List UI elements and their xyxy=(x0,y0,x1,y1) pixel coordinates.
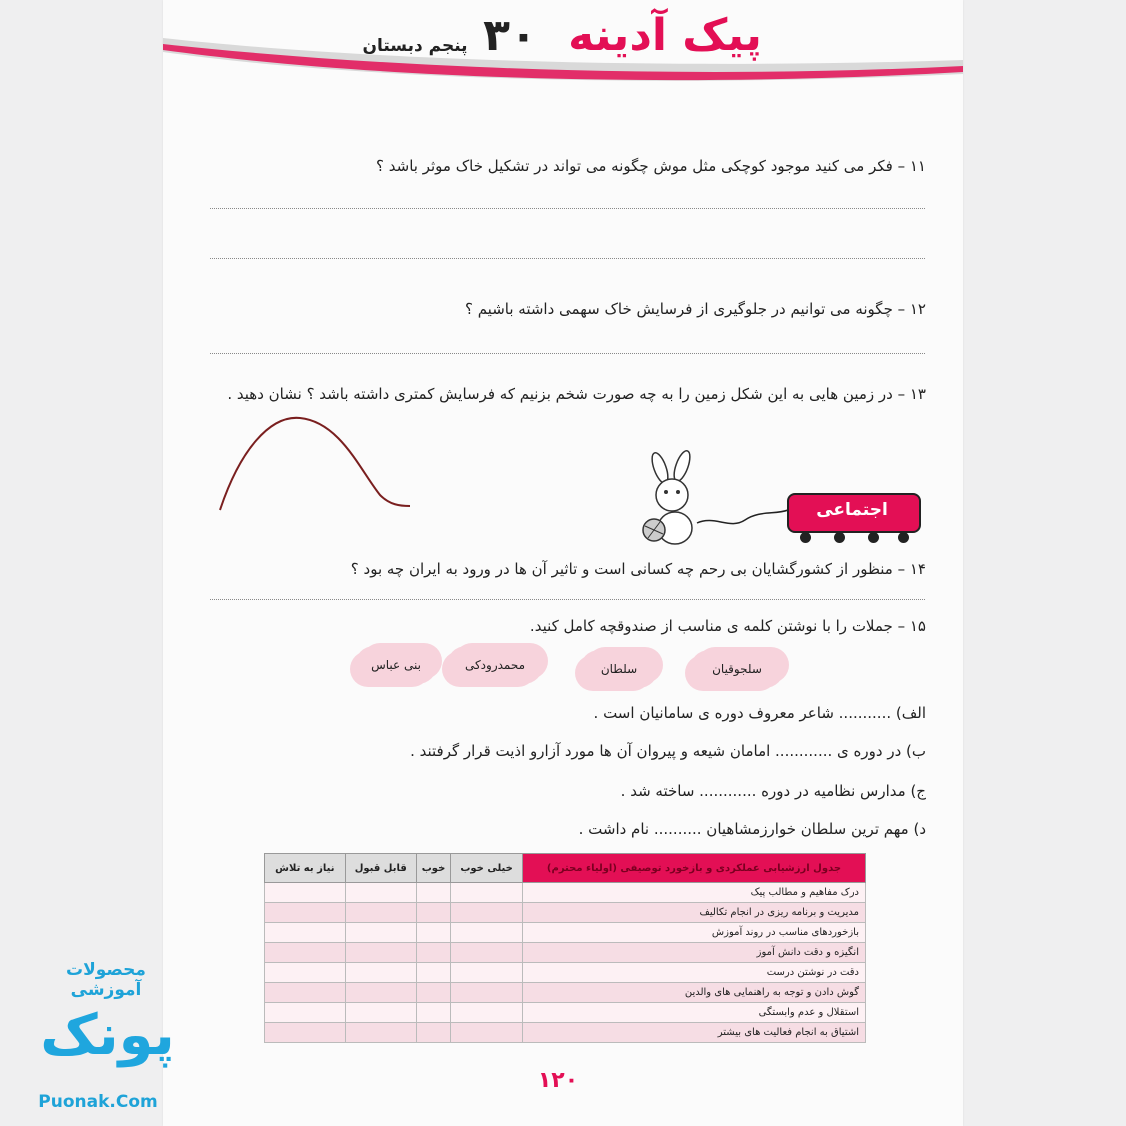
rating-cell[interactable] xyxy=(345,963,416,983)
table-row xyxy=(265,983,866,1003)
table-row xyxy=(265,1023,866,1043)
rating-cell[interactable] xyxy=(265,1023,346,1043)
table-row xyxy=(265,963,866,983)
rating-cell[interactable] xyxy=(451,983,523,1003)
fill-blank-a: الف) ........... شاعر معروف دوره ی سامانیان است . xyxy=(593,704,926,722)
question-11: ۱۱ – فکر می کنید موجود کوچکی مثل موش چگونه می تواند در تشکیل خاک موثر باشد ؟ xyxy=(376,157,926,175)
rating-cell[interactable] xyxy=(416,983,450,1003)
table-header: قابل قبول xyxy=(345,854,416,883)
rating-cell[interactable] xyxy=(416,943,450,963)
badge-wheel xyxy=(834,532,845,543)
rating-cell[interactable] xyxy=(265,963,346,983)
answer-line[interactable] xyxy=(210,258,925,259)
rating-cell[interactable] xyxy=(416,963,450,983)
rating-cell[interactable] xyxy=(345,1003,416,1023)
answer-line[interactable] xyxy=(210,208,925,209)
table-row xyxy=(265,903,866,923)
criterion-label: بازخوردهای مناسب در روند آموزش xyxy=(523,923,866,943)
rating-cell[interactable] xyxy=(451,963,523,983)
rope-decoration xyxy=(695,495,790,535)
watermark-tagline: محصولات آموزشی xyxy=(66,960,146,1000)
fill-blank-d: د) مهم ترین سلطان خوارزمشاهیان .......... نام داشت . xyxy=(578,820,926,838)
rating-cell[interactable] xyxy=(416,1023,450,1043)
evaluation-table xyxy=(264,853,866,1043)
rating-cell[interactable] xyxy=(416,923,450,943)
rating-cell[interactable] xyxy=(451,1023,523,1043)
rating-cell[interactable] xyxy=(265,943,346,963)
question-13: ۱۳ – در زمین هایی به این شکل زمین را به چه صورت شخم بزنیم که فرسایش کمتری داشته باشد ؟ نشان دهید . xyxy=(227,385,926,403)
table-header: خوب xyxy=(416,854,450,883)
rating-cell[interactable] xyxy=(345,903,416,923)
criterion-label: اشتیاق به انجام فعالیت های بیشتر xyxy=(523,1023,866,1043)
rating-cell[interactable] xyxy=(265,983,346,1003)
fill-blank-b: ب) در دوره ی ............ امامان شیعه و پیروان آن ها مورد آزارو اذیت قرار گرفتند . xyxy=(410,742,926,760)
page-number: ۱۲۰ xyxy=(537,1068,579,1093)
table-row xyxy=(265,883,866,903)
rating-cell[interactable] xyxy=(416,903,450,923)
table-row xyxy=(265,923,866,943)
rating-cell[interactable] xyxy=(265,1003,346,1023)
worksheet-title: پیک آدینه xyxy=(568,10,762,61)
table-header: خیلی خوب xyxy=(451,854,523,883)
badge-wheel xyxy=(898,532,909,543)
word-chip: بنی عباس xyxy=(358,649,434,681)
criterion-label: مدیریت و برنامه ریزی در انجام تکالیف xyxy=(523,903,866,923)
word-chip: سلجوقیان xyxy=(693,653,781,685)
rating-cell[interactable] xyxy=(416,1003,450,1023)
rating-cell[interactable] xyxy=(345,883,416,903)
table-header: نیاز به تلاش xyxy=(265,854,346,883)
worksheet-number: ۳۰ xyxy=(483,10,537,61)
rating-cell[interactable] xyxy=(265,883,346,903)
criterion-label: گوش دادن و توجه به راهنمایی های والدین xyxy=(523,983,866,1003)
rating-cell[interactable] xyxy=(345,943,416,963)
grade-label: پنجم دبستان xyxy=(362,36,468,56)
answer-line[interactable] xyxy=(210,599,925,600)
rating-cell[interactable] xyxy=(451,903,523,923)
question-14: ۱۴ – منظور از کشورگشایان بی رحم چه کسانی است و تاثیر آن ها در ورود به ایران چه بود ؟ xyxy=(350,560,926,578)
watermark-url: Puonak.Com xyxy=(38,1092,158,1112)
rating-cell[interactable] xyxy=(265,903,346,923)
section-badge-label: اجتماعی xyxy=(816,500,888,520)
rating-cell[interactable] xyxy=(345,1023,416,1043)
table-row xyxy=(265,1003,866,1023)
rating-cell[interactable] xyxy=(345,923,416,943)
criterion-label: درک مفاهیم و مطالب پیک xyxy=(523,883,866,903)
hill-curve-drawing xyxy=(210,410,420,520)
rating-cell[interactable] xyxy=(265,923,346,943)
watermark-logo: پونک xyxy=(40,1002,175,1068)
rating-cell[interactable] xyxy=(451,943,523,963)
rating-cell[interactable] xyxy=(451,883,523,903)
fill-blank-c: ج) مدارس نظامیه در دوره ............ ساخته شد . xyxy=(620,782,926,800)
criterion-label: دقت در نوشتن درست xyxy=(523,963,866,983)
rating-cell[interactable] xyxy=(451,923,523,943)
criterion-label: استقلال و عدم وابستگی xyxy=(523,1003,866,1023)
question-12: ۱۲ – چگونه می توانیم در جلوگیری از فرسایش خاک سهمی داشته باشیم ؟ xyxy=(464,300,926,318)
table-header: جدول ارزشیابی عملکردی و بازخورد توصیفی (اولیاء محترم) xyxy=(523,854,866,883)
badge-wheel xyxy=(868,532,879,543)
question-15: ۱۵ – جملات را با نوشتن کلمه ی مناسب از صندوقچه کامل کنید. xyxy=(529,617,926,635)
rating-cell[interactable] xyxy=(416,883,450,903)
criterion-label: انگیزه و دقت دانش آموز xyxy=(523,943,866,963)
table-row xyxy=(265,943,866,963)
word-chip: سلطان xyxy=(583,653,655,685)
rating-cell[interactable] xyxy=(345,983,416,1003)
word-chip: محمدرودکی xyxy=(450,649,540,681)
rating-cell[interactable] xyxy=(451,1003,523,1023)
badge-wheel xyxy=(800,532,811,543)
answer-line[interactable] xyxy=(210,353,925,354)
